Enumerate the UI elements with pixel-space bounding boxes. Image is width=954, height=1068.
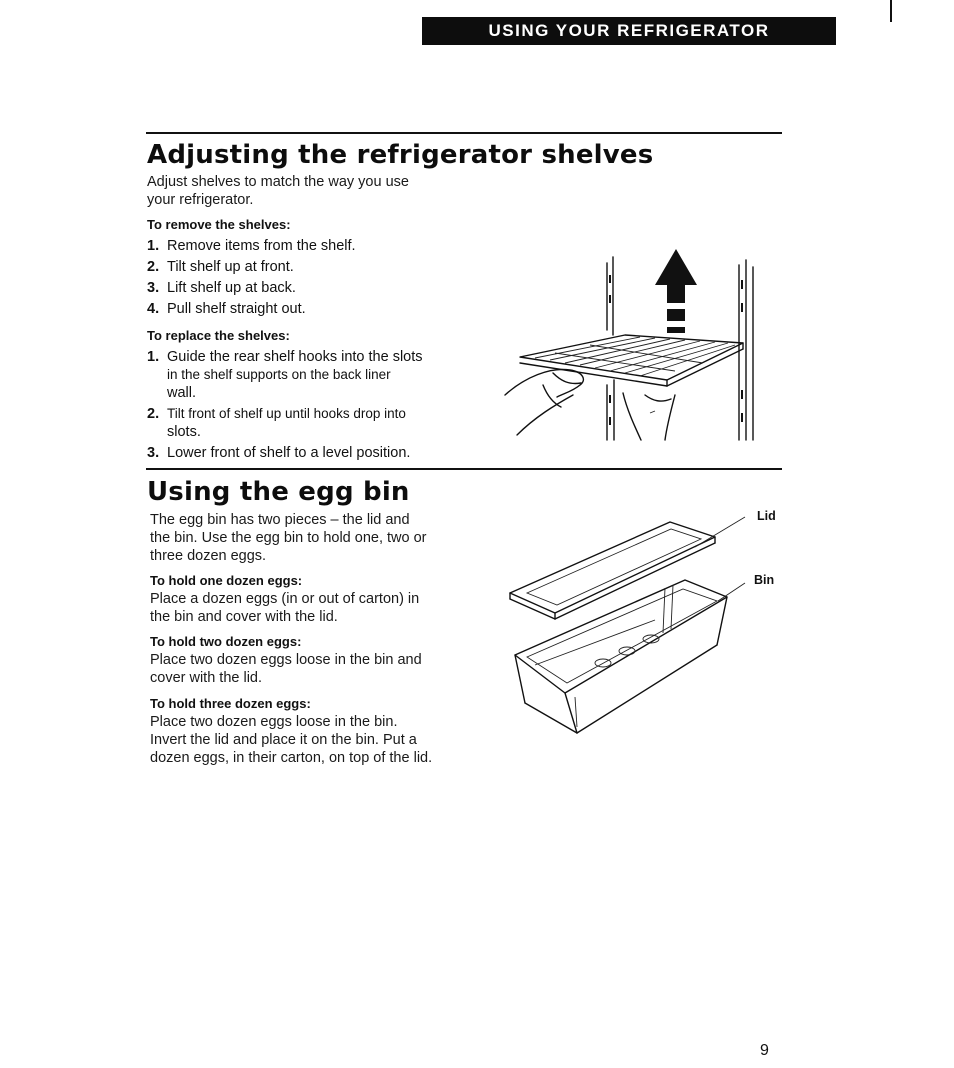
egg-bin-intro-line: three dozen eggs. xyxy=(150,548,267,564)
three-dozen-line: dozen eggs, in their carton, on top of the lid. xyxy=(150,750,433,766)
bin-leader-line xyxy=(718,583,745,601)
up-arrow-icon xyxy=(655,249,697,333)
three-dozen-line: Place two dozen eggs loose in the bin. xyxy=(150,714,398,730)
step-number: 1. xyxy=(147,349,160,365)
shelves-intro-line: Adjust shelves to match the way you use xyxy=(147,174,409,190)
section-header-bar: USING YOUR REFRIGERATOR xyxy=(422,17,836,45)
step-text: Tilt shelf up at front. xyxy=(167,259,294,275)
list-item xyxy=(147,300,447,318)
list-item xyxy=(147,279,447,297)
step-text: Lower front of shelf to a level position. xyxy=(167,445,411,461)
step-number: 3. xyxy=(147,445,160,461)
egg-bin-box xyxy=(515,580,727,733)
egg-bin-lid xyxy=(510,522,715,619)
list-item xyxy=(147,348,457,402)
section-divider-top xyxy=(146,132,782,134)
lid-label: Lid xyxy=(757,509,776,523)
step-number: 2. xyxy=(147,406,160,422)
two-dozen-heading: To hold two dozen eggs: xyxy=(150,634,302,649)
step-number: 1. xyxy=(147,238,160,254)
shelves-intro xyxy=(147,173,467,209)
shelves-intro-line: your refrigerator. xyxy=(147,192,254,208)
hands-drawing xyxy=(505,369,675,440)
step-text: Guide the rear shelf hooks into the slots xyxy=(167,349,423,365)
page-number: 9 xyxy=(760,1042,769,1059)
step-text: in the shelf supports on the back liner xyxy=(167,367,391,382)
step-number: 4. xyxy=(147,301,160,317)
list-item xyxy=(147,444,457,462)
two-dozen-line: cover with the lid. xyxy=(150,670,263,686)
step-text: Pull shelf straight out. xyxy=(167,301,306,317)
egg-bin-title: Using the egg bin xyxy=(147,477,410,507)
section-divider-middle xyxy=(146,468,782,470)
step-text: slots. xyxy=(167,424,201,440)
step-text: wall. xyxy=(167,385,197,401)
egg-bin-illustration xyxy=(505,505,755,740)
one-dozen-line: the bin and cover with the lid. xyxy=(150,609,338,625)
step-number: 3. xyxy=(147,280,160,296)
one-dozen-text xyxy=(150,590,470,626)
two-dozen-line: Place two dozen eggs loose in the bin and xyxy=(150,652,422,668)
list-item xyxy=(147,237,447,255)
replace-steps-list xyxy=(147,348,457,465)
three-dozen-heading: To hold three dozen eggs: xyxy=(150,696,311,711)
list-item xyxy=(147,258,447,276)
step-text: Lift shelf up at back. xyxy=(167,280,296,296)
egg-bin-intro-line: the bin. Use the egg bin to hold one, two or xyxy=(150,530,427,546)
lid-leader-line xyxy=(695,517,745,547)
replace-heading: To replace the shelves: xyxy=(147,328,290,343)
shelf-removal-illustration xyxy=(495,245,765,445)
step-text: Remove items from the shelf. xyxy=(167,238,356,254)
two-dozen-text xyxy=(150,651,470,687)
step-number: 2. xyxy=(147,259,160,275)
step-text: Tilt front of shelf up until hooks drop into xyxy=(167,406,406,421)
remove-heading: To remove the shelves: xyxy=(147,217,291,232)
wire-shelf xyxy=(520,335,743,386)
page-edge-mark xyxy=(890,0,892,22)
three-dozen-text xyxy=(150,713,470,767)
shelves-title: Adjusting the refrigerator shelves xyxy=(147,140,654,170)
list-item xyxy=(147,405,457,441)
one-dozen-heading: To hold one dozen eggs: xyxy=(150,573,303,588)
egg-bin-intro-line: The egg bin has two pieces – the lid and xyxy=(150,512,410,528)
three-dozen-line: Invert the lid and place it on the bin. Put a xyxy=(150,732,417,748)
one-dozen-line: Place a dozen eggs (in or out of carton) in xyxy=(150,591,420,607)
bin-label: Bin xyxy=(754,573,775,587)
egg-bin-intro xyxy=(150,511,470,565)
remove-steps-list xyxy=(147,237,447,321)
